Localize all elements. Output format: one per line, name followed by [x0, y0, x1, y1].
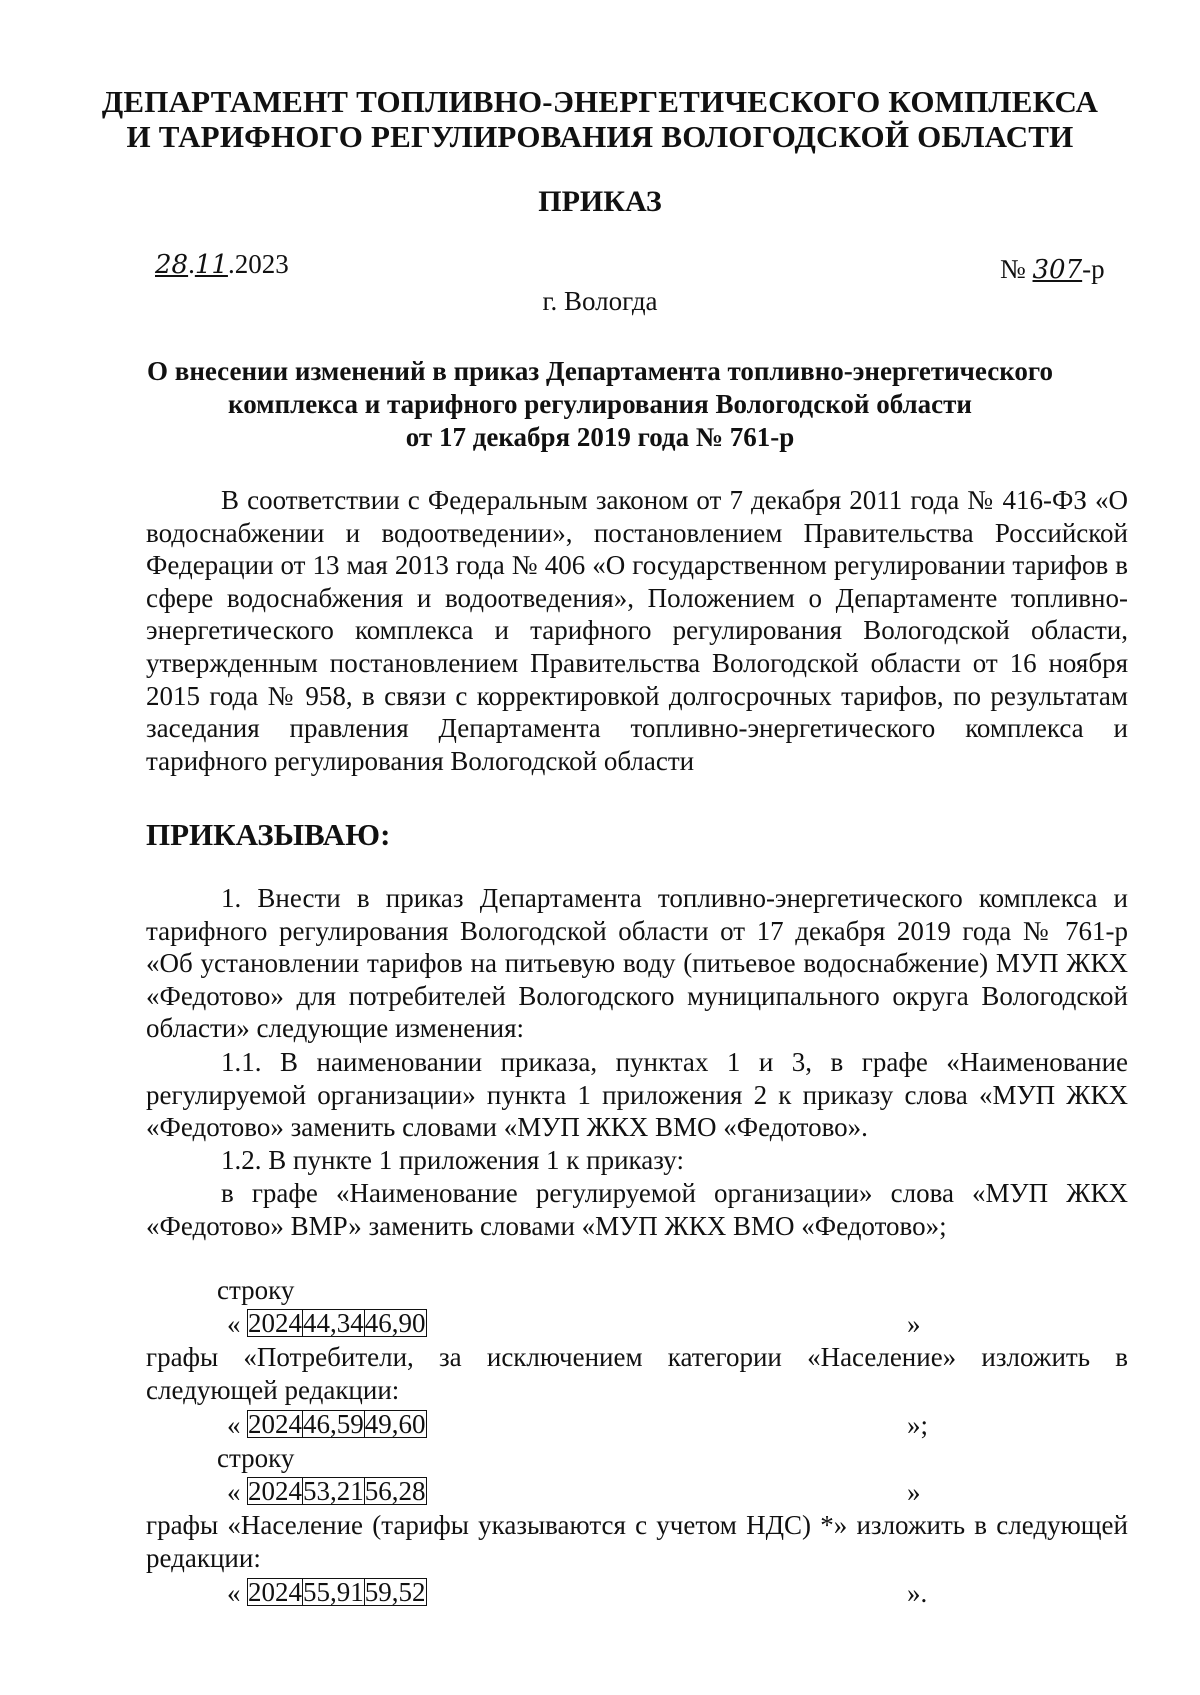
- row-value-1: 55,91: [303, 1577, 364, 1607]
- date-day: 28: [155, 250, 189, 280]
- date-month: 11: [194, 250, 228, 280]
- quote-close: »;: [907, 1410, 929, 1440]
- subject-line-3: от 17 декабря 2019 года № 761-р: [405, 422, 795, 452]
- quote-open: «: [227, 1410, 241, 1440]
- row-value-1: 53,21: [303, 1476, 364, 1506]
- row-year: 2024: [248, 1577, 302, 1607]
- date-separator: .: [188, 249, 195, 279]
- item-1-2-paragraph: 1.2. В пункте 1 приложения 1 к приказу:: [221, 1145, 684, 1175]
- order-word: ПРИКАЗЫВАЮ:: [146, 817, 391, 852]
- quote-open: «: [227, 1309, 241, 1339]
- tariff-table-row: [247, 1410, 427, 1438]
- tariff-table-row: [247, 1477, 427, 1505]
- city: г. Вологда: [542, 286, 658, 316]
- number-prefix: №: [1000, 254, 1033, 284]
- quote-close: »: [907, 1477, 921, 1507]
- row-value-1: 44,34: [303, 1308, 364, 1338]
- consumers-text: графы «Потребители, за исключением категории «Население» изложить в следующей редакции:: [146, 1342, 1128, 1405]
- number-suffix: -р: [1082, 254, 1105, 284]
- row-word-1: строку: [217, 1275, 295, 1305]
- document-number: [1000, 254, 1105, 285]
- row-value-1: 46,59: [303, 1409, 364, 1439]
- org-line-2: И ТАРИФНОГО РЕГУЛИРОВАНИЯ ВОЛОГОДСКОЙ ОБЛАСТИ: [126, 119, 1074, 154]
- quote-close: »: [907, 1309, 921, 1339]
- quote-open: «: [227, 1477, 241, 1507]
- row-word-2: строку: [217, 1443, 295, 1473]
- item-1-2-text: в графе «Наименование регулируемой организации» слова «МУП ЖКХ «Федотово» ВМР» заменить словами «МУП ЖКХ ВМО «Федотово»;: [146, 1178, 1128, 1241]
- subject-line-1: О внесении изменений в приказ Департамента топливно-энергетического: [146, 356, 1053, 386]
- row-year: 2024: [248, 1308, 302, 1338]
- item-1-paragraph: 1. Внести в приказ Департамента топливно-энергетического комплекса и тарифного регулирования Вологодской области от 17 декабря 2019 года № 761-р «Об установлении тарифов на питьевую воду (питьевое водоснабжение) МУП ЖКХ «Федотово» для потребителей Вологодского муниципального округа Вологодской области» следующие изменения:: [146, 883, 1128, 1044]
- row-value-2: 56,28: [364, 1476, 426, 1506]
- document-date: [155, 249, 289, 280]
- organization-heading: [0, 84, 1200, 154]
- row-value-2: 49,60: [364, 1409, 426, 1439]
- document-subject: [0, 355, 1200, 454]
- date-year: .2023: [227, 249, 289, 279]
- preamble-paragraph: В соответствии с Федеральным законом от 7 декабря 2011 года № 416-ФЗ «О водоснабжении и водоотведении», постановлением Правительства Российской Федерации от 13 мая 2013 года № 406 «О государственном регулировании тарифов в сфере водоснабжения и водоотведения», Положением о Департаменте топливно-энергетического комплекса и тарифного регулирования Вологодской области, утвержденным постановлением Правительства Вологодской области от 16 ноября 2015 года № 958, в связи с корректировкой долгосрочных тарифов, по результатам заседания правления Департамента топливно-энергетического комплекса и тарифного регулирования Вологодской области: [146, 485, 1128, 776]
- population-text: графы «Население (тарифы указываются с учетом НДС) *» изложить в следующей редакции:: [146, 1510, 1128, 1573]
- quote-open: «: [227, 1578, 241, 1608]
- quote-close: ».: [907, 1578, 928, 1608]
- row-value-2: 46,90: [364, 1308, 426, 1338]
- number-value: 307: [1032, 255, 1083, 285]
- tariff-table-row: [247, 1309, 427, 1337]
- row-year: 2024: [248, 1476, 302, 1506]
- row-value-2: 59,52: [364, 1577, 426, 1607]
- tariff-table-row: [247, 1578, 427, 1606]
- item-1-1-paragraph: 1.1. В наименовании приказа, пунктах 1 и 3, в графе «Наименование регулируемой организации» пункта 1 приложения 2 к приказу слова «МУП ЖКХ «Федотово» заменить словами «МУП ЖКХ ВМО «Федотово».: [146, 1047, 1128, 1143]
- document-type: ПРИКАЗ: [538, 185, 662, 218]
- row-year: 2024: [248, 1409, 302, 1439]
- org-line-1: ДЕПАРТАМЕНТ ТОПЛИВНО-ЭНЕРГЕТИЧЕСКОГО КОМПЛЕКСА: [101, 84, 1099, 119]
- subject-line-2: комплекса и тарифного регулирования Вологодской области: [228, 389, 972, 419]
